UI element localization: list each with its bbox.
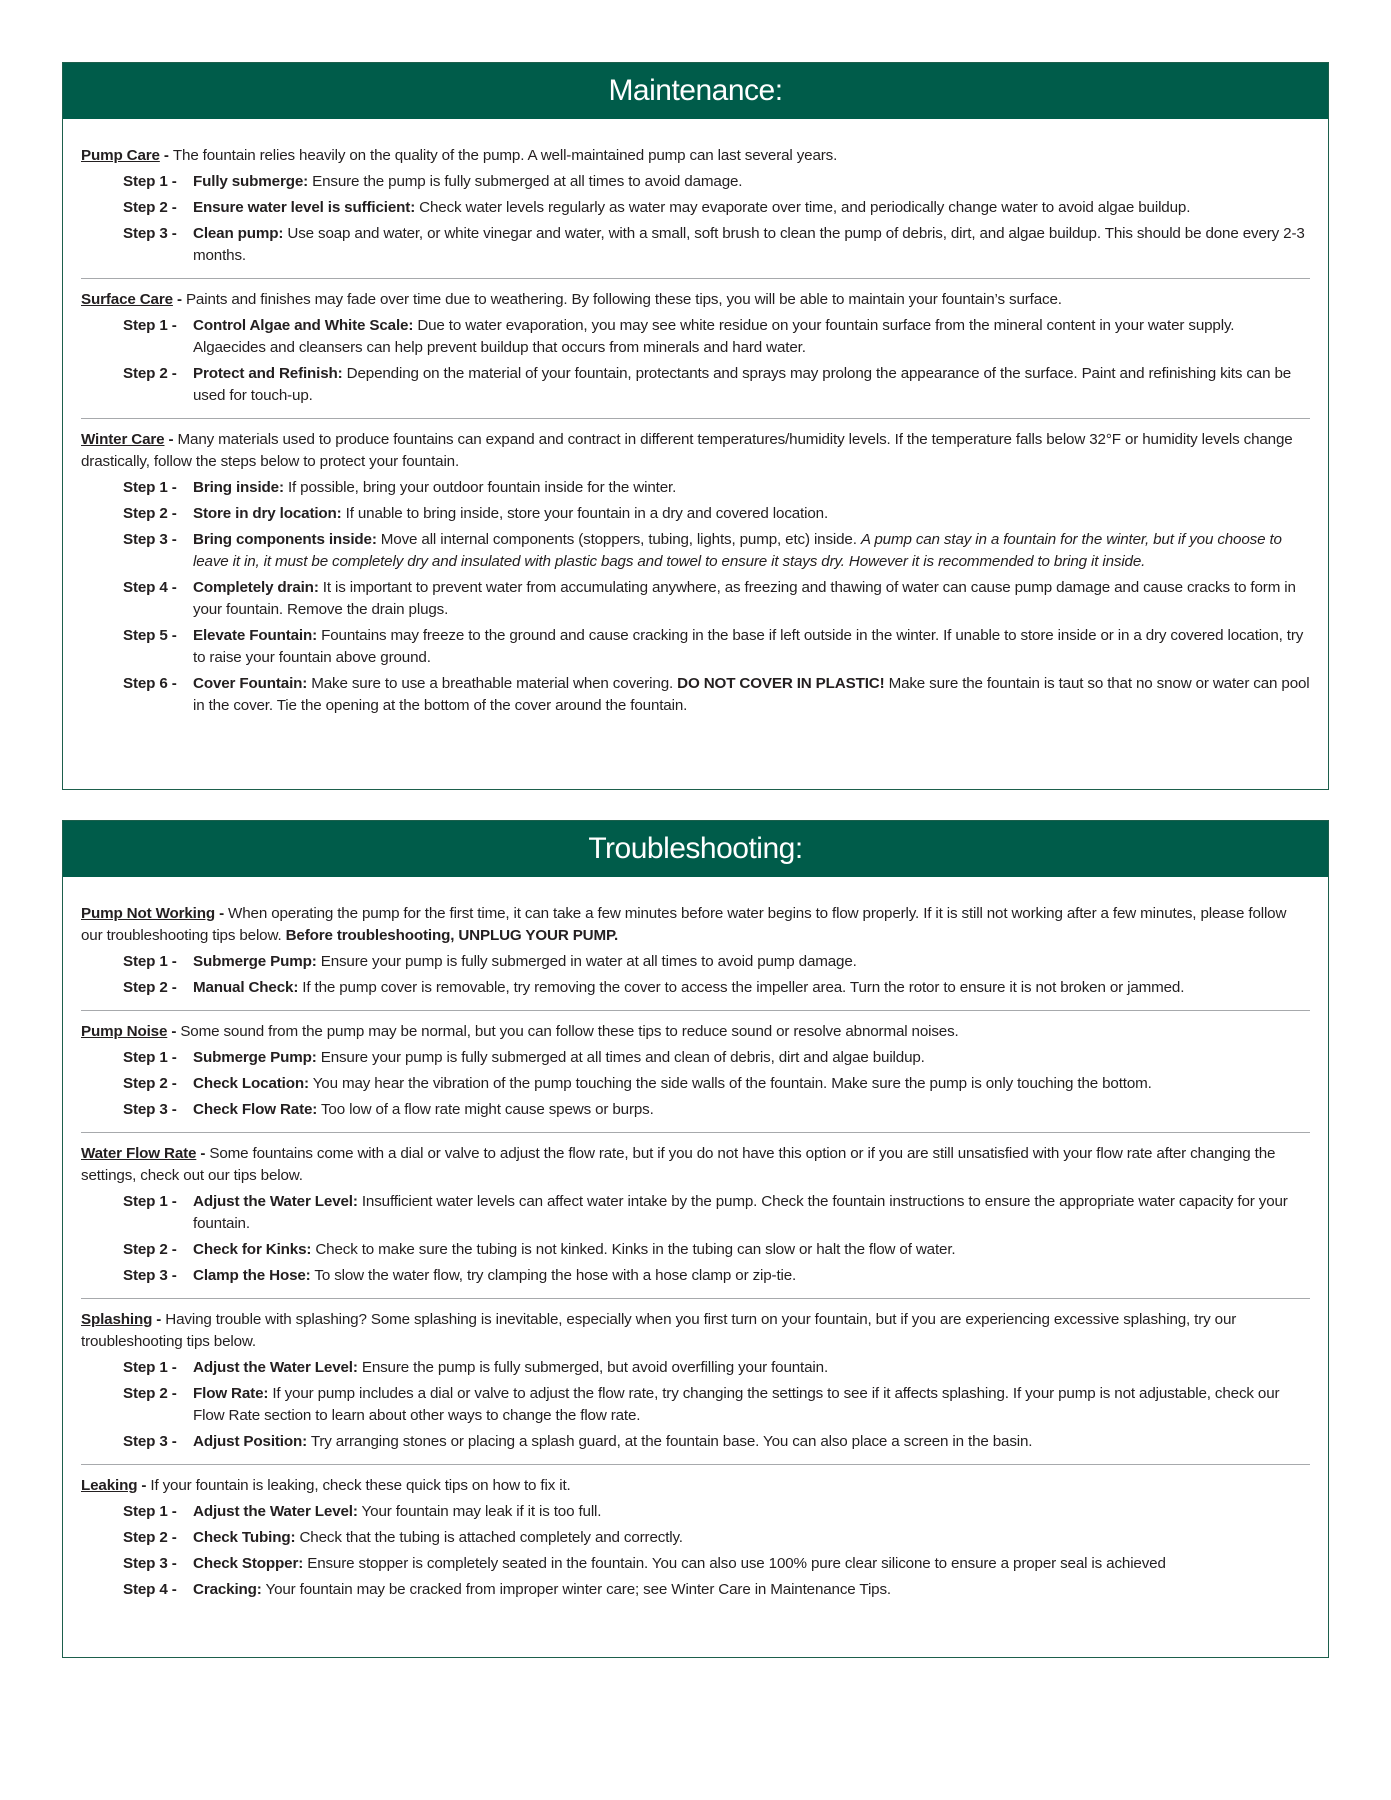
step-text: [193, 477, 1310, 499]
step-description: To slow the water flow, try clamping the hose with a hose clamp or zip-tie.: [310, 1267, 797, 1284]
step-title: Check for Kinks:: [193, 1241, 312, 1258]
step-text: [193, 223, 1310, 267]
step-number: Step 4 -: [123, 579, 177, 596]
step-description: Check to make sure the tubing is not kinked. Kinks in the tubing can slow or halt the flow of water.: [311, 1241, 956, 1258]
step-number: Step 2 -: [123, 979, 177, 996]
section-intro: [81, 1021, 1310, 1043]
step-description: Ensure the pump is fully submerged at all times to avoid damage.: [308, 173, 743, 190]
step-item: [123, 977, 1310, 999]
step-text: [193, 197, 1310, 219]
step-text: [193, 977, 1310, 999]
maintenance-header: Maintenance:: [63, 63, 1328, 119]
troubleshooting-content: [63, 877, 1328, 1601]
intro-text: Before troubleshooting, UNPLUG YOUR PUMP.: [285, 927, 619, 944]
step-number: Step 6 -: [123, 675, 177, 692]
step-text: [193, 1239, 1310, 1261]
step-number: Step 3 -: [123, 531, 177, 548]
label-dash: -: [164, 431, 178, 448]
step-description: Depending on the material of your fountain, protectants and sprays may prolong the appearance of the surface. Paint and refinishing kits can be used for touch-up.: [193, 365, 1292, 404]
step-number: Step 2 -: [123, 365, 177, 382]
section-label: Splashing: [81, 1311, 153, 1328]
step-item: [123, 315, 1310, 359]
step-description: Check water levels regularly as water may evaporate over time, and periodically change water to avoid algae buildup.: [415, 199, 1191, 216]
step-title: Adjust the Water Level:: [193, 1359, 358, 1376]
step-item: [123, 1099, 1310, 1121]
step-text: [193, 1357, 1310, 1379]
step-title: Submerge Pump:: [193, 953, 317, 970]
step-text: [193, 951, 1310, 973]
step-description: You may hear the vibration of the pump touching the side walls of the fountain. Make sure the pump is only touching the bottom.: [308, 1075, 1152, 1092]
step-item: [123, 625, 1310, 669]
step-text: [193, 503, 1310, 525]
step-number: Step 5 -: [123, 627, 177, 644]
step-description: Too low of a flow rate might cause spews or burps.: [317, 1101, 654, 1118]
step-text: [193, 1265, 1310, 1287]
step-title: Completely drain:: [193, 579, 319, 596]
step-title: Check Location:: [193, 1075, 309, 1092]
section-label: Surface Care: [81, 291, 173, 308]
step-item: [123, 1579, 1310, 1601]
section-label: Pump Noise: [81, 1023, 168, 1040]
step-number: Step 1 -: [123, 1049, 177, 1066]
label-dash: -: [215, 905, 229, 922]
step-description: Ensure stopper is completely seated in the fountain. You can also use 100% pure clear silicone to ensure a proper seal is achieved: [303, 1555, 1166, 1572]
step-title: Cracking:: [193, 1581, 262, 1598]
step-number: Step 1 -: [123, 1503, 177, 1520]
troubleshooting-panel: [62, 820, 1329, 1658]
step-item: [123, 503, 1310, 525]
step-item: [123, 1239, 1310, 1261]
step-title: Adjust Position:: [193, 1433, 308, 1450]
label-dash: -: [137, 1477, 151, 1494]
step-title: Store in dry location:: [193, 505, 342, 522]
step-item: [123, 1047, 1310, 1069]
step-title: Adjust the Water Level:: [193, 1193, 358, 1210]
step-text: [193, 1383, 1310, 1427]
intro-text: Paints and finishes may fade over time due to weathering. By following these tips, you will be able to maintain your fountain’s surface.: [185, 291, 1062, 308]
step-title: Check Tubing:: [193, 1529, 296, 1546]
step-description: If possible, bring your outdoor fountain inside for the winter.: [283, 479, 677, 496]
step-text: [193, 315, 1310, 359]
step-text: [193, 577, 1310, 621]
label-dash: -: [196, 1145, 210, 1162]
intro-text: Many materials used to produce fountains can expand and contract in different temperatures/humidity levels. If the temperature falls below 32°F or humidity levels change drastically, follow the steps below to protect your fountain.: [81, 431, 1293, 470]
step-text: [193, 673, 1310, 717]
step-title: Check Stopper:: [193, 1555, 304, 1572]
step-text: [193, 171, 1310, 193]
step-item: [123, 673, 1310, 717]
section-intro: [81, 1143, 1310, 1187]
step-description: Check that the tubing is attached completely and correctly.: [295, 1529, 683, 1546]
section-label: Leaking: [81, 1477, 138, 1494]
step-number: Step 2 -: [123, 1075, 177, 1092]
step-title: DO NOT COVER IN PLASTIC!: [677, 675, 885, 692]
section-intro: [81, 429, 1310, 473]
step-text: [193, 625, 1310, 669]
step-item: [123, 1431, 1310, 1453]
step-description: Your fountain may be cracked from improper winter care; see Winter Care in Maintenance Tips.: [261, 1581, 891, 1598]
step-item: [123, 529, 1310, 573]
step-text: [193, 1501, 1310, 1523]
step-number: Step 1 -: [123, 1193, 177, 1210]
step-item: [123, 577, 1310, 621]
step-text: [193, 1553, 1310, 1575]
section-label: Winter Care: [81, 431, 165, 448]
step-number: Step 3 -: [123, 1101, 177, 1118]
step-description: Make sure to use a breathable material when covering.: [307, 675, 678, 692]
step-number: Step 1 -: [123, 479, 177, 496]
step-text: [193, 1047, 1310, 1069]
step-number: Step 2 -: [123, 199, 177, 216]
section-leaking: [81, 1464, 1310, 1601]
step-description: Try arranging stones or placing a splash guard, at the fountain base. You can also place a screen in the basin.: [307, 1433, 1033, 1450]
label-dash: -: [152, 1311, 166, 1328]
step-number: Step 1 -: [123, 1359, 177, 1376]
section-label: Pump Care: [81, 147, 160, 164]
step-item: [123, 1357, 1310, 1379]
section-pump-care: [81, 145, 1310, 267]
step-text: [193, 529, 1310, 573]
step-item: [123, 1191, 1310, 1235]
step-title: Bring components inside:: [193, 531, 377, 548]
step-number: Step 4 -: [123, 1581, 177, 1598]
step-description: Ensure your pump is fully submerged at all times and clean of debris, dirt and algae buildup.: [316, 1049, 925, 1066]
step-description: Make sure the fountain is taut so that no snow or water can pool in the cover. Tie the opening at the bottom of the cover around the fountain.: [193, 675, 1310, 714]
step-item: [123, 1073, 1310, 1095]
step-number: Step 3 -: [123, 225, 177, 242]
label-dash: -: [172, 291, 186, 308]
step-item: [123, 1553, 1310, 1575]
step-title: Flow Rate:: [193, 1385, 269, 1402]
intro-text: Some fountains come with a dial or valve to adjust the flow rate, but if you do not have this option or if you are still unsatisfied with your flow rate after changing the settings, check out our tips below.: [81, 1145, 1276, 1184]
section-intro: [81, 1475, 1310, 1497]
step-title: Protect and Refinish:: [193, 365, 343, 382]
step-item: [123, 171, 1310, 193]
step-description: Fountains may freeze to the ground and cause cracking in the base if left outside in the winter. If unable to store inside or in a dry covered location, try to raise your fountain above ground.: [193, 627, 1304, 666]
step-number: Step 2 -: [123, 1241, 177, 1258]
step-text: [193, 1073, 1310, 1095]
step-title: Submerge Pump:: [193, 1049, 317, 1066]
section-label: Pump Not Working: [81, 905, 215, 922]
step-number: Step 3 -: [123, 1555, 177, 1572]
step-item: [123, 477, 1310, 499]
step-item: [123, 1501, 1310, 1523]
step-number: Step 3 -: [123, 1433, 177, 1450]
step-title: Cover Fountain:: [193, 675, 308, 692]
step-text: [193, 1579, 1310, 1601]
step-description: Ensure the pump is fully submerged, but avoid overfilling your fountain.: [357, 1359, 829, 1376]
step-description: It is important to prevent water from accumulating anywhere, as freezing and thawing of water can cause pump damage and cause cracks to form in your fountain. Remove the drain plugs.: [193, 579, 1296, 618]
step-description: Move all internal components (stoppers, tubing, lights, pump, etc) inside.: [376, 531, 861, 548]
step-text: [193, 363, 1310, 407]
step-number: Step 2 -: [123, 1385, 177, 1402]
step-title: Bring inside:: [193, 479, 284, 496]
step-item: [123, 1265, 1310, 1287]
section-pump-noise: [81, 1010, 1310, 1121]
step-number: Step 2 -: [123, 505, 177, 522]
step-item: [123, 1383, 1310, 1427]
section-intro: [81, 903, 1310, 947]
step-title: Clamp the Hose:: [193, 1267, 311, 1284]
step-number: Step 3 -: [123, 1267, 177, 1284]
step-number: Step 1 -: [123, 953, 177, 970]
step-title: Fully submerge:: [193, 173, 309, 190]
step-text: [193, 1527, 1310, 1549]
section-splashing: [81, 1298, 1310, 1453]
step-description: Insufficient water levels can affect water intake by the pump. Check the fountain instructions to ensure the appropriate water capacity for your fountain.: [193, 1193, 1288, 1232]
section-intro: [81, 1309, 1310, 1353]
step-text: [193, 1099, 1310, 1121]
maintenance-panel: [62, 62, 1329, 790]
step-title: Manual Check:: [193, 979, 299, 996]
step-title: Ensure water level is sufficient:: [193, 199, 416, 216]
section-intro: [81, 145, 1310, 167]
section-water-flow-rate: [81, 1132, 1310, 1287]
step-text: [193, 1431, 1310, 1453]
intro-text: When operating the pump for the first time, it can take a few minutes before water begins to flow properly. If it is still not working after a few minutes, please follow our troubleshooting tips below.: [81, 905, 1287, 944]
intro-text: Having trouble with splashing? Some splashing is inevitable, especially when you first turn on your fountain, but if you are experiencing excessive splashing, try our troubleshooting tips below.: [81, 1311, 1237, 1350]
step-title: Adjust the Water Level:: [193, 1503, 358, 1520]
step-number: Step 1 -: [123, 317, 177, 334]
section-winter-care: [81, 418, 1310, 717]
step-number: Step 2 -: [123, 1529, 177, 1546]
step-item: [123, 363, 1310, 407]
intro-text: If your fountain is leaking, check these quick tips on how to fix it.: [150, 1477, 571, 1494]
step-title: Clean pump:: [193, 225, 284, 242]
step-text: [193, 1191, 1310, 1235]
step-item: [123, 951, 1310, 973]
label-dash: -: [159, 147, 173, 164]
section-pump-not-working: [81, 903, 1310, 999]
step-description: Ensure your pump is fully submerged in water at all times to avoid pump damage.: [316, 953, 857, 970]
section-surface-care: [81, 278, 1310, 407]
section-label: Water Flow Rate: [81, 1145, 197, 1162]
troubleshooting-header: Troubleshooting:: [63, 821, 1328, 877]
step-title: Check Flow Rate:: [193, 1101, 318, 1118]
step-description: If unable to bring inside, store your fountain in a dry and covered location.: [341, 505, 829, 522]
step-description: If the pump cover is removable, try removing the cover to access the impeller area. Turn the rotor to ensure it is not broken or jammed.: [298, 979, 1185, 996]
label-dash: -: [167, 1023, 181, 1040]
step-description: Your fountain may leak if it is too full.: [357, 1503, 602, 1520]
step-title: Elevate Fountain:: [193, 627, 318, 644]
maintenance-content: [63, 119, 1328, 717]
step-item: [123, 1527, 1310, 1549]
step-description: Due to water evaporation, you may see white residue on your fountain surface from the mineral content in your water supply. Algaecides and cleansers can help prevent buildup that occurs from minerals and hard water.: [193, 317, 1235, 356]
step-description: A pump can stay in a fountain for the winter, but if you choose to leave it in, it must be completely dry and insulated with plastic bags and towel to ensure it stays dry. However it is recommended to bring it inside.: [193, 531, 1282, 570]
step-item: [123, 223, 1310, 267]
step-title: Control Algae and White Scale:: [193, 317, 414, 334]
intro-text: Some sound from the pump may be normal, but you can follow these tips to reduce sound or resolve abnormal noises.: [180, 1023, 959, 1040]
step-description: If your pump includes a dial or valve to adjust the flow rate, try changing the settings to see if it affects splashing. If your pump is not adjustable, check our Flow Rate section to learn about other ways to change the flow rate.: [193, 1385, 1280, 1424]
section-intro: [81, 289, 1310, 311]
step-number: Step 1 -: [123, 173, 177, 190]
step-item: [123, 197, 1310, 219]
intro-text: The fountain relies heavily on the quality of the pump. A well-maintained pump can last several years.: [172, 147, 838, 164]
step-description: Use soap and water, or white vinegar and water, with a small, soft brush to clean the pump of debris, dirt, and algae buildup. This should be done every 2-3 months.: [193, 225, 1305, 264]
